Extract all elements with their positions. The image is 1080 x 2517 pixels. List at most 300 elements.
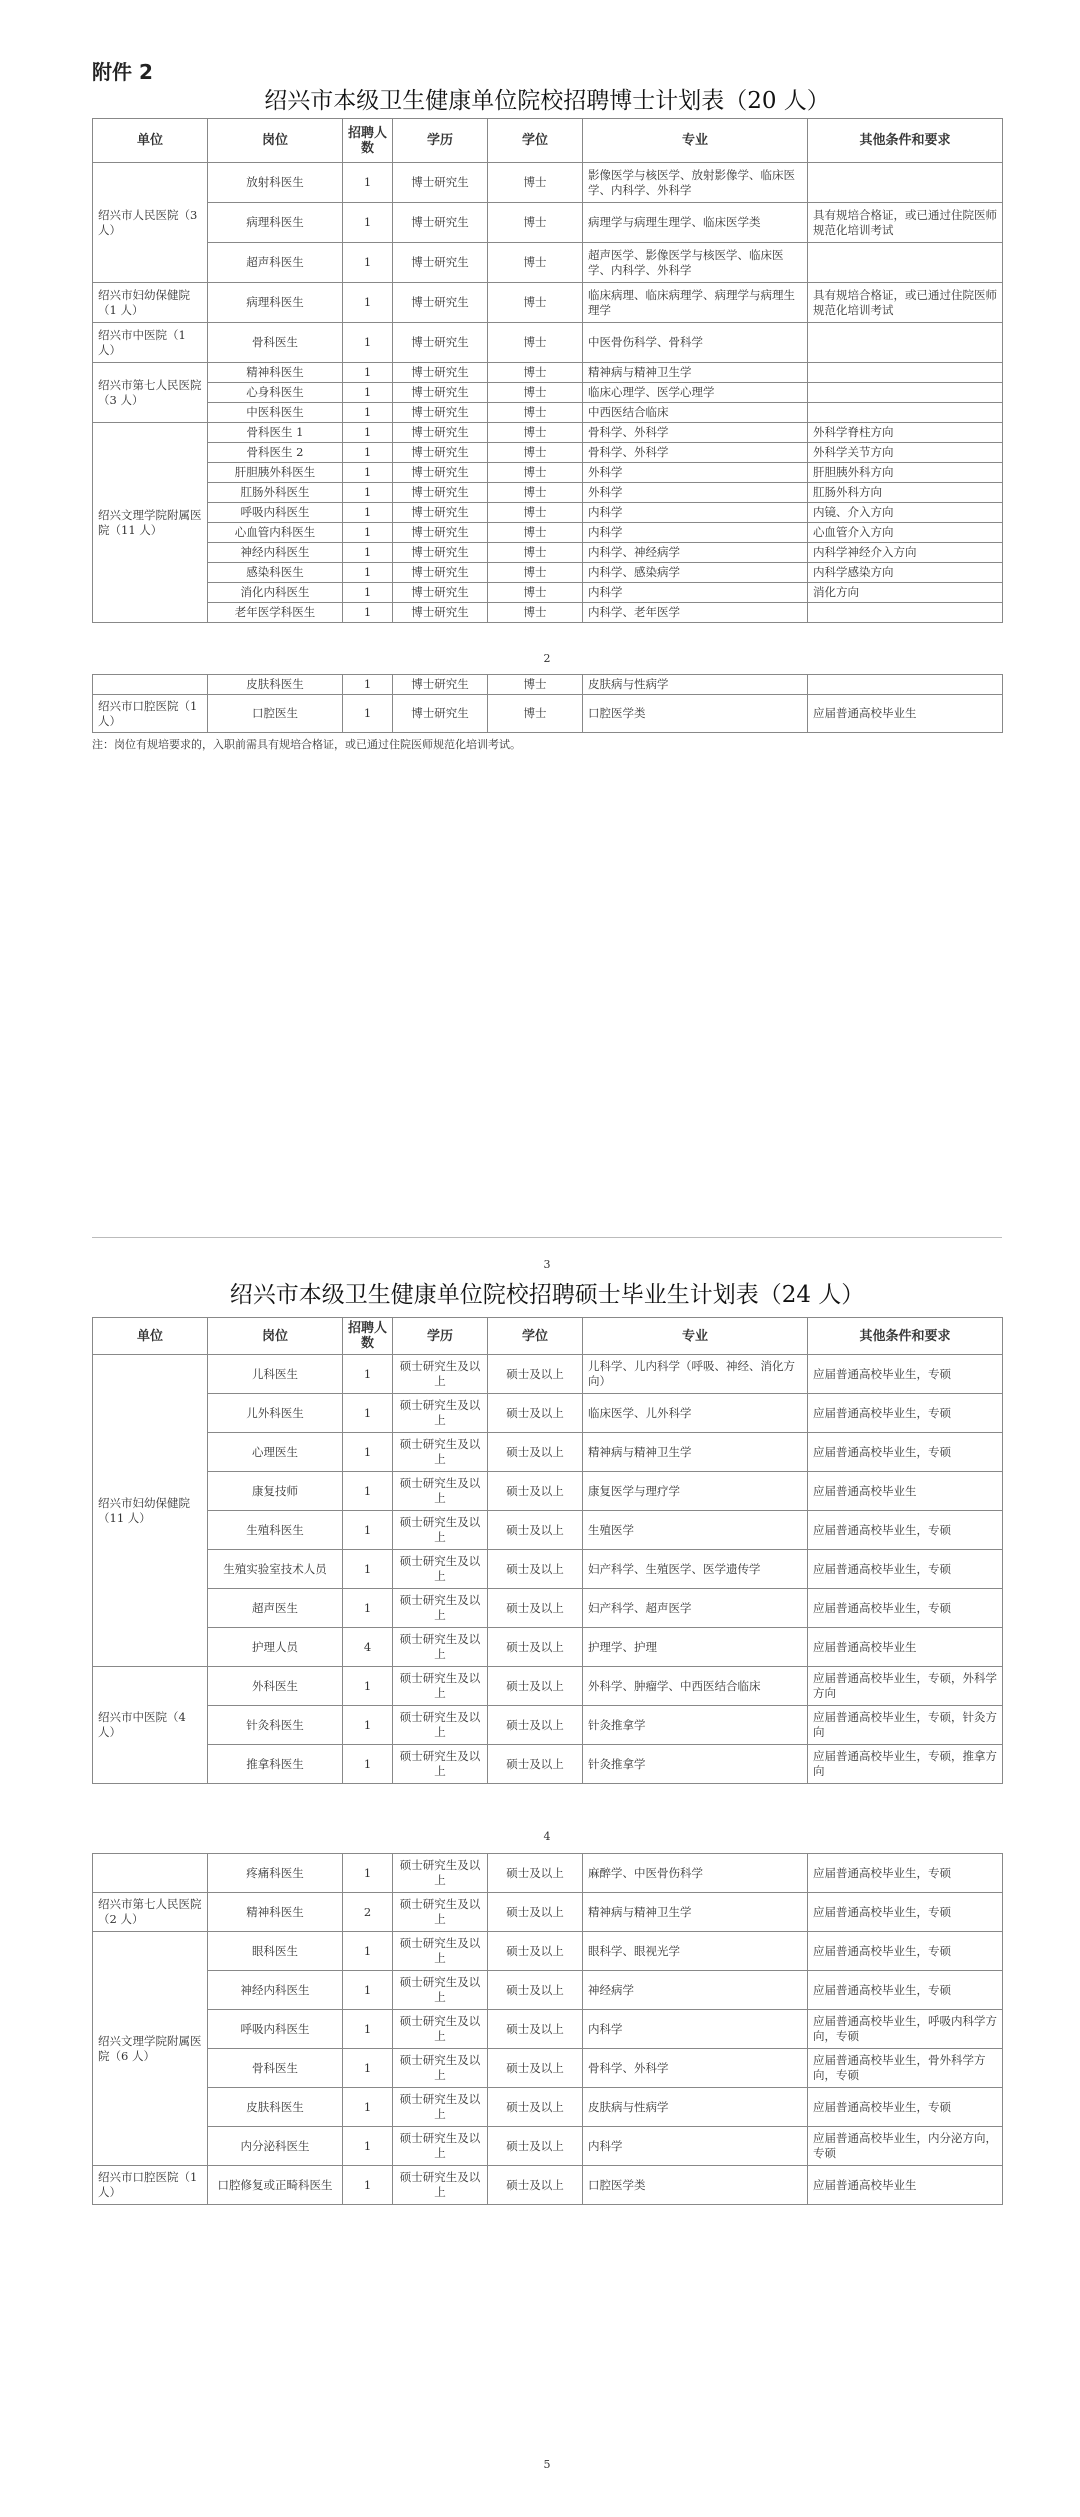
post-cell: 心血管内科医生 — [208, 523, 343, 543]
education-cell: 硕士研究生及以上 — [393, 2049, 488, 2088]
requirements-cell: 应届普通高校毕业生，专硕 — [808, 1932, 1003, 1971]
table-row — [93, 2010, 1003, 2049]
column-header: 专业 — [583, 1318, 808, 1355]
table-row — [93, 543, 1003, 563]
degree-cell: 硕士及以上 — [488, 1628, 583, 1667]
post-cell: 超声医生 — [208, 1589, 343, 1628]
column-header: 招聘人数 — [343, 119, 393, 163]
major-cell: 外科学、肿瘤学、中西医结合临床 — [583, 1667, 808, 1706]
requirements-cell: 具有规培合格证，或已通过住院医师规范化培训考试 — [808, 283, 1003, 323]
education-cell: 博士研究生 — [393, 503, 488, 523]
column-header: 学位 — [488, 1318, 583, 1355]
post-cell: 肛肠外科医生 — [208, 483, 343, 503]
major-cell: 中西医结合临床 — [583, 403, 808, 423]
education-cell: 博士研究生 — [393, 423, 488, 443]
count-cell: 1 — [343, 283, 393, 323]
unit-cell: 绍兴市第七人民医院（2 人） — [93, 1893, 208, 1932]
table-row — [93, 523, 1003, 543]
count-cell: 1 — [343, 163, 393, 203]
table-row — [93, 1932, 1003, 1971]
degree-cell: 硕士及以上 — [488, 1433, 583, 1472]
education-cell: 硕士研究生及以上 — [393, 2088, 488, 2127]
unit-cell: 绍兴市人民医院（3 人） — [93, 163, 208, 283]
requirements-cell: 应届普通高校毕业生，专硕 — [808, 1511, 1003, 1550]
post-cell: 眼科医生 — [208, 1932, 343, 1971]
major-cell: 精神病与精神卫生学 — [583, 1433, 808, 1472]
requirements-cell — [808, 603, 1003, 623]
education-cell: 博士研究生 — [393, 543, 488, 563]
master-table-title: 绍兴市本级卫生健康单位院校招聘硕士毕业生计划表（24 人） — [229, 1282, 865, 1308]
degree-cell: 博士 — [488, 163, 583, 203]
education-cell: 博士研究生 — [393, 163, 488, 203]
count-cell: 1 — [343, 1932, 393, 1971]
requirements-cell: 内科学感染方向 — [808, 563, 1003, 583]
count-cell: 1 — [343, 2049, 393, 2088]
count-cell: 1 — [343, 363, 393, 383]
major-cell: 影像医学与核医学、放射影像学、临床医学、内科学、外科学 — [583, 163, 808, 203]
table-row — [93, 463, 1003, 483]
count-cell: 1 — [343, 2127, 393, 2166]
post-cell: 内分泌科医生 — [208, 2127, 343, 2166]
table-row — [93, 2166, 1003, 2205]
post-cell: 呼吸内科医生 — [208, 2010, 343, 2049]
post-cell: 精神科医生 — [208, 363, 343, 383]
requirements-cell: 应届普通高校毕业生 — [808, 1628, 1003, 1667]
table-row — [93, 1550, 1003, 1589]
table-row — [93, 1628, 1003, 1667]
requirements-cell: 应届普通高校毕业生，专硕 — [808, 1971, 1003, 2010]
count-cell: 1 — [343, 1550, 393, 1589]
column-header: 学历 — [393, 1318, 488, 1355]
unit-cell: 绍兴文理学院附属医院（11 人） — [93, 423, 208, 623]
count-cell: 1 — [343, 383, 393, 403]
requirements-cell: 外科学脊柱方向 — [808, 423, 1003, 443]
degree-cell: 博士 — [488, 403, 583, 423]
requirements-cell: 外科学关节方向 — [808, 443, 1003, 463]
table-row — [93, 163, 1003, 203]
unit-cell: 绍兴市第七人民医院（3 人） — [93, 363, 208, 423]
count-cell: 1 — [343, 1472, 393, 1511]
degree-cell: 硕士及以上 — [488, 1706, 583, 1745]
degree-cell: 硕士及以上 — [488, 2088, 583, 2127]
degree-cell: 硕士及以上 — [488, 1472, 583, 1511]
degree-cell: 博士 — [488, 283, 583, 323]
requirements-cell: 应届普通高校毕业生，专硕，推拿方向 — [808, 1745, 1003, 1784]
education-cell: 硕士研究生及以上 — [393, 1932, 488, 1971]
requirements-cell: 肝胆胰外科方向 — [808, 463, 1003, 483]
degree-cell: 硕士及以上 — [488, 1511, 583, 1550]
unit-cell: 绍兴市中医院（4 人） — [93, 1667, 208, 1784]
requirements-cell: 应届普通高校毕业生，专硕，外科学方向 — [808, 1667, 1003, 1706]
count-cell: 1 — [343, 1433, 393, 1472]
post-cell: 病理科医生 — [208, 203, 343, 243]
education-cell: 博士研究生 — [393, 583, 488, 603]
count-cell: 1 — [343, 675, 393, 695]
education-cell: 硕士研究生及以上 — [393, 1971, 488, 2010]
requirements-cell: 应届普通高校毕业生，专硕 — [808, 1355, 1003, 1394]
major-cell: 骨科学、外科学 — [583, 443, 808, 463]
education-cell: 博士研究生 — [393, 283, 488, 323]
table-row — [93, 203, 1003, 243]
post-cell: 儿科医生 — [208, 1355, 343, 1394]
column-header: 招聘人数 — [343, 1318, 393, 1355]
table-row — [93, 323, 1003, 363]
table-row — [93, 2127, 1003, 2166]
major-cell: 眼科学、眼视光学 — [583, 1932, 808, 1971]
unit-cell: 绍兴市口腔医院（1 人） — [93, 695, 208, 733]
count-cell: 1 — [343, 583, 393, 603]
table-row — [93, 283, 1003, 323]
major-cell: 妇产科学、生殖医学、医学遗传学 — [583, 1550, 808, 1589]
table-row — [93, 2049, 1003, 2088]
education-cell: 硕士研究生及以上 — [393, 1854, 488, 1893]
education-cell: 硕士研究生及以上 — [393, 1706, 488, 1745]
table-row — [93, 1511, 1003, 1550]
table-row — [93, 243, 1003, 283]
degree-cell: 硕士及以上 — [488, 1893, 583, 1932]
education-cell: 博士研究生 — [393, 523, 488, 543]
header-row — [93, 1318, 1003, 1355]
table-row — [93, 1589, 1003, 1628]
major-cell: 内科学 — [583, 2127, 808, 2166]
degree-cell: 博士 — [488, 523, 583, 543]
education-cell: 博士研究生 — [393, 383, 488, 403]
degree-cell: 硕士及以上 — [488, 2049, 583, 2088]
degree-cell: 博士 — [488, 203, 583, 243]
post-cell: 神经内科医生 — [208, 1971, 343, 2010]
major-cell: 皮肤病与性病学 — [583, 675, 808, 695]
requirements-cell: 应届普通高校毕业生，呼吸内科学方向，专硕 — [808, 2010, 1003, 2049]
major-cell: 外科学 — [583, 483, 808, 503]
education-cell: 硕士研究生及以上 — [393, 1745, 488, 1784]
post-cell: 骨科医生 — [208, 323, 343, 363]
count-cell: 1 — [343, 1706, 393, 1745]
major-cell: 麻醉学、中医骨伤科学 — [583, 1854, 808, 1893]
education-cell: 硕士研究生及以上 — [393, 1893, 488, 1932]
count-cell: 1 — [343, 503, 393, 523]
degree-cell: 博士 — [488, 583, 583, 603]
degree-cell: 博士 — [488, 443, 583, 463]
count-cell: 1 — [343, 1971, 393, 2010]
post-cell: 外科医生 — [208, 1667, 343, 1706]
degree-cell: 博士 — [488, 695, 583, 733]
degree-cell: 硕士及以上 — [488, 2010, 583, 2049]
table-row — [93, 675, 1003, 695]
table-row — [93, 383, 1003, 403]
table-row — [93, 363, 1003, 383]
education-cell: 博士研究生 — [393, 403, 488, 423]
major-cell: 超声医学、影像医学与核医学、临床医学、内科学、外科学 — [583, 243, 808, 283]
post-cell: 康复技师 — [208, 1472, 343, 1511]
table-row — [93, 503, 1003, 523]
major-cell: 针灸推拿学 — [583, 1745, 808, 1784]
table-row — [93, 583, 1003, 603]
education-cell: 博士研究生 — [393, 443, 488, 463]
degree-cell: 硕士及以上 — [488, 1932, 583, 1971]
post-cell: 推拿科医生 — [208, 1745, 343, 1784]
count-cell: 1 — [343, 1667, 393, 1706]
education-cell: 博士研究生 — [393, 695, 488, 733]
column-header: 单位 — [93, 1318, 208, 1355]
major-cell: 精神病与精神卫生学 — [583, 363, 808, 383]
count-cell: 1 — [343, 1511, 393, 1550]
column-header: 专业 — [583, 119, 808, 163]
table-row — [93, 2088, 1003, 2127]
requirements-cell: 应届普通高校毕业生，专硕 — [808, 1394, 1003, 1433]
education-cell: 博士研究生 — [393, 323, 488, 363]
count-cell: 1 — [343, 603, 393, 623]
column-header: 单位 — [93, 119, 208, 163]
post-cell: 消化内科医生 — [208, 583, 343, 603]
degree-cell: 博士 — [488, 503, 583, 523]
phd-plan-table — [92, 118, 1003, 623]
unit-cell: 绍兴市中医院（1 人） — [93, 323, 208, 363]
post-cell: 骨科医生 1 — [208, 423, 343, 443]
page-number: 2 — [543, 652, 551, 665]
master-plan-table-continued — [92, 1853, 1003, 2205]
major-cell: 中医骨伤科学、骨科学 — [583, 323, 808, 363]
major-cell: 骨科学、外科学 — [583, 2049, 808, 2088]
requirements-cell — [808, 675, 1003, 695]
degree-cell: 博士 — [488, 543, 583, 563]
major-cell: 骨科学、外科学 — [583, 423, 808, 443]
count-cell: 1 — [343, 1355, 393, 1394]
post-cell: 心理医生 — [208, 1433, 343, 1472]
column-header: 其他条件和要求 — [808, 119, 1003, 163]
major-cell: 内科学 — [583, 523, 808, 543]
phd-plan-table-continued — [92, 674, 1003, 733]
post-cell: 生殖实验室技术人员 — [208, 1550, 343, 1589]
count-cell: 4 — [343, 1628, 393, 1667]
requirements-cell: 应届普通高校毕业生，专硕 — [808, 1433, 1003, 1472]
post-cell: 呼吸内科医生 — [208, 503, 343, 523]
count-cell: 1 — [343, 563, 393, 583]
count-cell: 1 — [343, 443, 393, 463]
phd-table-title: 绍兴市本级卫生健康单位院校招聘博士计划表（20 人） — [264, 88, 830, 114]
page-number: 5 — [543, 2458, 551, 2471]
requirements-cell: 应届普通高校毕业生，专硕 — [808, 1854, 1003, 1893]
post-cell: 口腔医生 — [208, 695, 343, 733]
table-row — [93, 1745, 1003, 1784]
post-cell: 肝胆胰外科医生 — [208, 463, 343, 483]
major-cell: 生殖医学 — [583, 1511, 808, 1550]
table-row — [93, 1706, 1003, 1745]
post-cell: 病理科医生 — [208, 283, 343, 323]
post-cell: 骨科医生 2 — [208, 443, 343, 463]
education-cell: 硕士研究生及以上 — [393, 1550, 488, 1589]
education-cell: 硕士研究生及以上 — [393, 1355, 488, 1394]
major-cell: 康复医学与理疗学 — [583, 1472, 808, 1511]
education-cell: 硕士研究生及以上 — [393, 2166, 488, 2205]
education-cell: 博士研究生 — [393, 603, 488, 623]
post-cell: 精神科医生 — [208, 1893, 343, 1932]
education-cell: 硕士研究生及以上 — [393, 1628, 488, 1667]
post-cell: 中医科医生 — [208, 403, 343, 423]
major-cell: 皮肤病与性病学 — [583, 2088, 808, 2127]
degree-cell: 硕士及以上 — [488, 1394, 583, 1433]
post-cell: 针灸科医生 — [208, 1706, 343, 1745]
major-cell: 病理学与病理生理学、临床医学类 — [583, 203, 808, 243]
table-row — [93, 563, 1003, 583]
degree-cell: 博士 — [488, 363, 583, 383]
requirements-cell: 消化方向 — [808, 583, 1003, 603]
education-cell: 硕士研究生及以上 — [393, 2127, 488, 2166]
major-cell: 内科学 — [583, 583, 808, 603]
education-cell: 博士研究生 — [393, 363, 488, 383]
count-cell: 1 — [343, 483, 393, 503]
count-cell: 1 — [343, 403, 393, 423]
education-cell: 博士研究生 — [393, 243, 488, 283]
requirements-cell: 应届普通高校毕业生 — [808, 2166, 1003, 2205]
education-cell: 硕士研究生及以上 — [393, 1511, 488, 1550]
education-cell: 博士研究生 — [393, 463, 488, 483]
count-cell: 2 — [343, 1893, 393, 1932]
requirements-cell: 心血管介入方向 — [808, 523, 1003, 543]
requirements-cell: 应届普通高校毕业生 — [808, 1472, 1003, 1511]
column-header: 学历 — [393, 119, 488, 163]
column-header: 学位 — [488, 119, 583, 163]
master-plan-table — [92, 1317, 1003, 1784]
page-divider — [92, 1237, 1002, 1238]
major-cell: 内科学 — [583, 2010, 808, 2049]
table-row — [93, 423, 1003, 443]
phd-table-note: 注：岗位有规培要求的，入职前需具有规培合格证，或已通过住院医师规范化培训考试。 — [92, 738, 521, 751]
post-cell: 放射科医生 — [208, 163, 343, 203]
unit-cell: 绍兴市妇幼保健院（1 人） — [93, 283, 208, 323]
degree-cell: 硕士及以上 — [488, 2127, 583, 2166]
requirements-cell — [808, 403, 1003, 423]
degree-cell: 硕士及以上 — [488, 1550, 583, 1589]
degree-cell: 博士 — [488, 323, 583, 363]
count-cell: 1 — [343, 463, 393, 483]
major-cell: 内科学、老年医学 — [583, 603, 808, 623]
education-cell: 博士研究生 — [393, 203, 488, 243]
major-cell: 护理学、护理 — [583, 1628, 808, 1667]
count-cell: 1 — [343, 323, 393, 363]
column-header: 岗位 — [208, 119, 343, 163]
requirements-cell: 应届普通高校毕业生，专硕 — [808, 2088, 1003, 2127]
major-cell: 神经病学 — [583, 1971, 808, 2010]
major-cell: 口腔医学类 — [583, 2166, 808, 2205]
major-cell: 临床心理学、医学心理学 — [583, 383, 808, 403]
post-cell: 口腔修复或正畸科医生 — [208, 2166, 343, 2205]
table-row — [93, 483, 1003, 503]
education-cell: 硕士研究生及以上 — [393, 1433, 488, 1472]
degree-cell: 硕士及以上 — [488, 1667, 583, 1706]
requirements-cell — [808, 383, 1003, 403]
degree-cell: 博士 — [488, 383, 583, 403]
education-cell: 硕士研究生及以上 — [393, 1394, 488, 1433]
degree-cell: 博士 — [488, 483, 583, 503]
degree-cell: 博士 — [488, 243, 583, 283]
post-cell: 儿外科医生 — [208, 1394, 343, 1433]
major-cell: 针灸推拿学 — [583, 1706, 808, 1745]
major-cell: 内科学 — [583, 503, 808, 523]
post-cell: 骨科医生 — [208, 2049, 343, 2088]
count-cell: 1 — [343, 695, 393, 733]
table-row — [93, 1854, 1003, 1893]
major-cell: 妇产科学、超声医学 — [583, 1589, 808, 1628]
requirements-cell: 应届普通高校毕业生，内分泌方向，专硕 — [808, 2127, 1003, 2166]
count-cell: 1 — [343, 243, 393, 283]
education-cell: 硕士研究生及以上 — [393, 1589, 488, 1628]
table-row — [93, 1472, 1003, 1511]
degree-cell: 硕士及以上 — [488, 1971, 583, 2010]
degree-cell: 博士 — [488, 675, 583, 695]
major-cell: 内科学、感染病学 — [583, 563, 808, 583]
page-number: 3 — [543, 1258, 551, 1271]
requirements-cell: 具有规培合格证，或已通过住院医师规范化培训考试 — [808, 203, 1003, 243]
table-row — [93, 1433, 1003, 1472]
requirements-cell: 内镜、介入方向 — [808, 503, 1003, 523]
unit-cell: 绍兴市妇幼保健院（11 人） — [93, 1355, 208, 1667]
major-cell: 临床医学、儿外科学 — [583, 1394, 808, 1433]
count-cell: 1 — [343, 543, 393, 563]
table-row — [93, 695, 1003, 733]
table-row — [93, 603, 1003, 623]
degree-cell: 硕士及以上 — [488, 1745, 583, 1784]
requirements-cell: 应届普通高校毕业生，骨外科学方向，专硕 — [808, 2049, 1003, 2088]
post-cell: 感染科医生 — [208, 563, 343, 583]
education-cell: 博士研究生 — [393, 483, 488, 503]
count-cell: 1 — [343, 2088, 393, 2127]
count-cell: 1 — [343, 1394, 393, 1433]
count-cell: 1 — [343, 523, 393, 543]
table-row — [93, 403, 1003, 423]
post-cell: 皮肤科医生 — [208, 2088, 343, 2127]
degree-cell: 硕士及以上 — [488, 1355, 583, 1394]
table-row — [93, 1893, 1003, 1932]
requirements-cell: 应届普通高校毕业生 — [808, 695, 1003, 733]
count-cell: 1 — [343, 1745, 393, 1784]
major-cell: 外科学 — [583, 463, 808, 483]
major-cell: 临床病理、临床病理学、病理学与病理生理学 — [583, 283, 808, 323]
post-cell: 护理人员 — [208, 1628, 343, 1667]
attachment-label: 附件 2 — [92, 60, 153, 84]
unit-cell: 绍兴文理学院附属医院（6 人） — [93, 1932, 208, 2166]
requirements-cell: 应届普通高校毕业生，专硕，针灸方向 — [808, 1706, 1003, 1745]
education-cell: 博士研究生 — [393, 675, 488, 695]
post-cell: 心身科医生 — [208, 383, 343, 403]
requirements-cell — [808, 323, 1003, 363]
degree-cell: 硕士及以上 — [488, 1854, 583, 1893]
count-cell: 1 — [343, 2166, 393, 2205]
table-row — [93, 1394, 1003, 1433]
post-cell: 超声科医生 — [208, 243, 343, 283]
count-cell: 1 — [343, 2010, 393, 2049]
table-row — [93, 1355, 1003, 1394]
major-cell: 口腔医学类 — [583, 695, 808, 733]
education-cell: 硕士研究生及以上 — [393, 2010, 488, 2049]
header-row — [93, 119, 1003, 163]
count-cell: 1 — [343, 1589, 393, 1628]
requirements-cell — [808, 243, 1003, 283]
unit-cell — [93, 675, 208, 695]
requirements-cell: 应届普通高校毕业生，专硕 — [808, 1550, 1003, 1589]
table-row — [93, 1667, 1003, 1706]
education-cell: 博士研究生 — [393, 563, 488, 583]
post-cell: 皮肤科医生 — [208, 675, 343, 695]
education-cell: 硕士研究生及以上 — [393, 1472, 488, 1511]
table-row — [93, 1971, 1003, 2010]
count-cell: 1 — [343, 203, 393, 243]
page-number: 4 — [543, 1830, 551, 1843]
requirements-cell: 应届普通高校毕业生，专硕 — [808, 1893, 1003, 1932]
major-cell: 精神病与精神卫生学 — [583, 1893, 808, 1932]
post-cell: 老年医学科医生 — [208, 603, 343, 623]
table-row — [93, 443, 1003, 463]
major-cell: 儿科学、儿内科学（呼吸、神经、消化方向） — [583, 1355, 808, 1394]
